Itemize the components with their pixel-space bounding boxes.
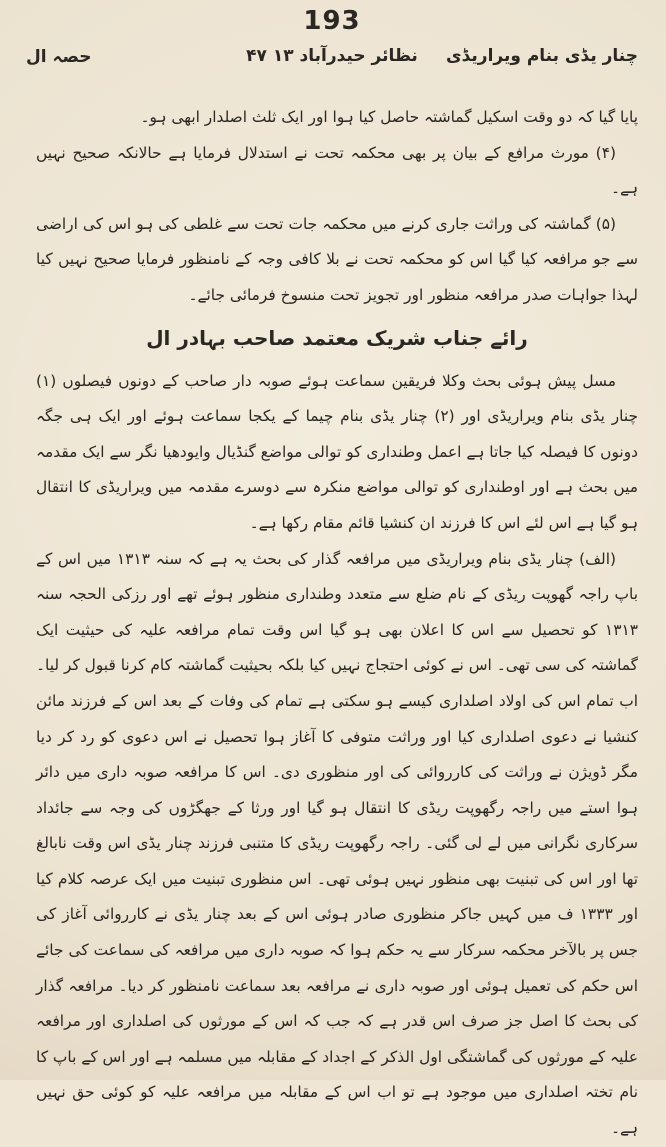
page-number: 193	[303, 6, 361, 36]
paragraph-point-4: (۴) مورث مرافع کے بیان پر بھی محکمہ تحت نے استدلال فرمایا ہے حالانکہ صحیح نہیں ہے۔	[36, 143, 638, 198]
opinion-heading: رائے جناب شریک معتمد صاحب بہادر ال	[146, 325, 528, 350]
paragraph-opinion-intro: مسل پیش ہوئی بحث وکلا فریقین سماعت ہوئے صوبہ دار صاحب کے دونوں فیصلوں (۱) چنار یڈی بنام ویراریڈی اور (۲) چنار یڈی بنام چیما کے یکجا سماعت ہوئے اور ایک ہی جگہ دونوں کا فیصلہ کیا جاتا ہے اعمل وطنداری کو توالی مواضع گنڈیال وایودھیا نگر سے ایک مقدمہ میں بحث ہے اور اوطنداری کو توالی مواضع منکرہ سے دوسرے مقدمہ میں ویراریڈی کا انتقال ہو گیا ہے اس لئے اس کا فرزند ان کنشیا قائم مقام رکھا ہے۔	[35, 371, 638, 532]
judgment-text	[36, 100, 638, 1147]
paragraph-continuation: پایا گیا کہ دو وقت اسکیل گماشتہ حاصل کیا ہوا اور ایک ثلث اصلدار ابھی ہو۔	[140, 108, 638, 126]
paragraph-alif: (الف) چنار یڈی بنام ویراریڈی میں مرافعہ گذار کی بحث یہ ہے کہ سنہ ۱۳۱۳ میں اس کے باپ راجہ گھوپت ریڈی کے نام ضلع سے متعدد وطنداری منظور ہوئے تھے اور رزکی الحجہ سنہ ۱۳۱۳ کو تحصیل سے اس کا اعلان بھی ہو گیا اس وقت تمام مرافعہ علیہ کی حیثیت ایک گماشتہ کی سی تھی۔ اس نے کوئی احتجاج نہیں کیا بلکہ بحیثیت گماشتہ کام کرنا قبول کر لیا۔ اب تمام اس کی اولاد اصلداری کیسے ہو سکتی ہے تمام کی وفات کے بعد اس کے فرزند مائن کنشیا نے دعوی اصلداری کیا اور وراثت متوفی کا آغاز ہوا تحصیل نے اس دعوی کو رد کر دیا مگر ڈویژن نے وراثت کی کارروائی کی اور منظوری دی۔ اس کا مرافعہ صوبہ داری میں دائر ہوا استے میں راجہ رگھوپت ریڈی کا انتقال ہو گیا اور ورثا کے جھگڑوں کی وجہ سے جائداد سرکاری نگرانی میں لے لی گئی۔ راجہ رگھوپت ریڈی کا متنبی فرزند چنار یڈی اس وقت نابالغ تھا اور اس کی تبنیت بھی منظور نہیں ہوئی تھی۔ اس منظوری تبنیت میں ایک عرصہ کلام کیا اور ۱۳۳۳ ف میں کہیں جاکر منظوری صادر ہوئی اس کے بعد چنار یڈی نے کارروائی آغاز کی جس پر بالآخر محکمہ سرکار سے یہ حکم ہوا کہ صوبہ داری میں مرافعہ کی سماعت کی جائے اس حکم کی تعمیل ہوئی اور صوبہ داری نے مرافعہ بعد سماعت نامنظور کر دیا۔ مرافعہ گذار کی بحث کا اصل جز صرف اس قدر ہے کہ جب کہ اس کے مورثوں کی اصلداری اور مرافعہ علیہ کے مورثوں کی گماشتگی اول الذکر کے اجداد کے مقابلہ میں مسلمہ ہے اور اس کے باپ کا نام تختہ اصلداری میں موجود ہے تو اب اس کے مقابلہ میں مرافعہ علیہ کو کوئی حق نہیں ہے۔	[36, 549, 638, 1138]
running-head-citation: ۴۷ ۱۳ نظائر حیدرآباد	[246, 46, 418, 66]
paragraph-point-5: (۵) گماشتہ کی وراثت جاری کرنے میں محکمہ جات تحت سے غلطی کی ہو اس کی اراضی سے جو مرافعہ کیا گیا اس کو محکمہ تحت نے بلا کافی وجہ کے نامنظور فرمایا صحیح نہیں کیا لہذا جواہات صدر مرافعہ منظور اور تجویز تحت منسوخ فرمائی جائے۔	[36, 214, 638, 304]
running-head-section: حصہ ال	[26, 47, 92, 67]
running-head-case-title: چنار یڈی بنام ویراریڈی	[446, 46, 638, 66]
page-header	[26, 6, 638, 76]
